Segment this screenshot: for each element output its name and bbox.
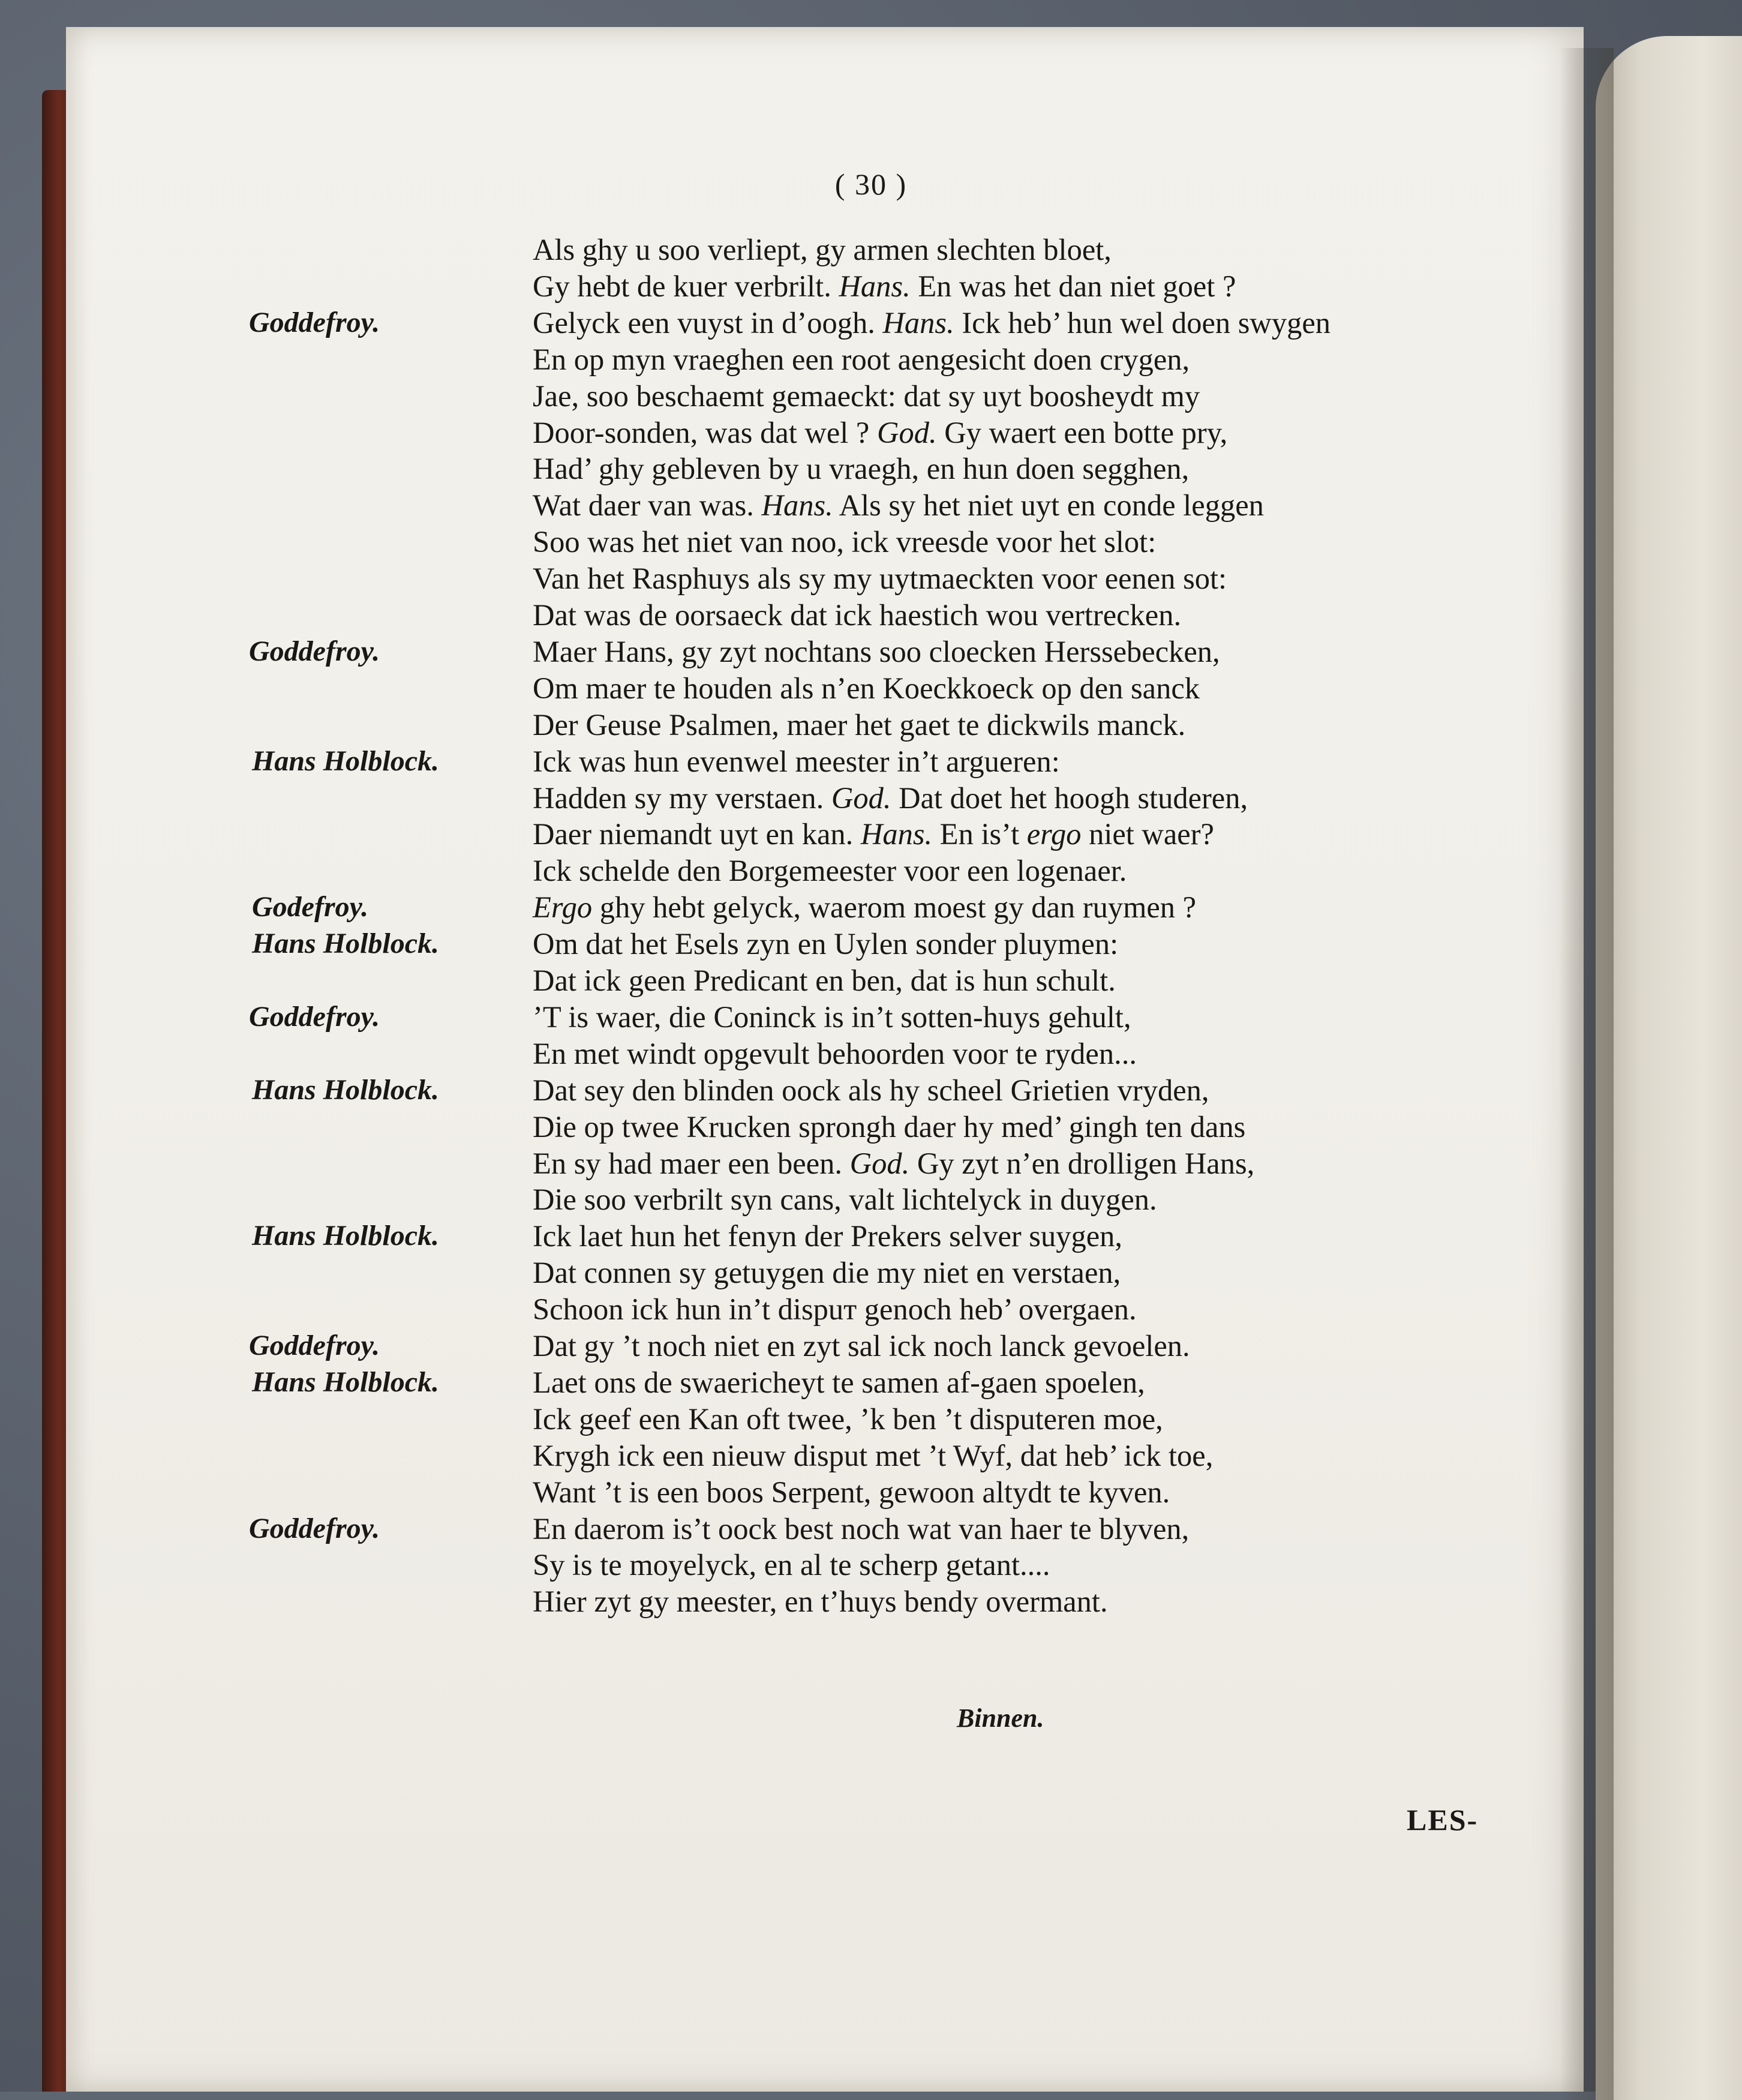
dialogue-line <box>0 1181 1742 1217</box>
dialogue-line <box>0 816 1742 852</box>
dialogue-line <box>0 926 1742 962</box>
verse-text: Gelyck een vuyst in d’oogh. Hans. Ick heb’ hun wel doen swygen <box>533 305 1331 340</box>
dialogue-line <box>0 451 1742 487</box>
verse-text: En op myn vraeghen een root aengesicht doen crygen, <box>533 342 1190 376</box>
dialogue-line <box>0 707 1742 743</box>
speaker-name: Goddefroy. <box>249 1512 380 1544</box>
verse-text: Jae, soo beschaemt gemaeckt: dat sy uyt boosheydt my <box>533 379 1200 413</box>
dialogue-line <box>0 597 1742 633</box>
speaker-name: Hans Holblock. <box>252 1366 440 1398</box>
dialogue-line <box>0 378 1742 414</box>
dialogue-line <box>0 341 1742 377</box>
speaker-name: Hans Holblock. <box>252 928 440 960</box>
verse-text: Want ’t is een boos Serpent, gewoon altydt te kyven. <box>533 1475 1170 1509</box>
dialogue-line <box>0 305 1742 341</box>
dialogue-line <box>0 1291 1742 1327</box>
speaker-name: Goddefroy. <box>249 1000 380 1033</box>
verse-text: Ick laet hun het fenyn der Prekers selver suygen, <box>533 1219 1122 1253</box>
dialogue-line <box>0 1109 1742 1145</box>
dialogue-line <box>0 743 1742 779</box>
dialogue-line <box>0 1036 1742 1072</box>
dialogue-line <box>0 560 1742 596</box>
verse-text: Dat was de oorsaeck dat ick haestich wou vertrecken. <box>533 598 1182 632</box>
dialogue-line <box>0 889 1742 925</box>
dialogue-line <box>0 634 1742 670</box>
dialogue-line <box>0 1145 1742 1181</box>
page-number: ( 30 ) <box>834 167 908 201</box>
dialogue-line <box>0 415 1742 451</box>
verse-text: Die soo verbrilt syn cans, valt lichtelyck in duygen. <box>533 1183 1157 1217</box>
dialogue-line <box>0 853 1742 889</box>
dialogue-line <box>0 1364 1742 1400</box>
dialogue-line <box>0 487 1742 523</box>
dialogue-line <box>0 268 1742 304</box>
verse-text: Om maer te houden als n’en Koeckkoeck op den sanck <box>533 671 1200 705</box>
dialogue-line <box>0 962 1742 998</box>
catchword: LES- <box>1407 1803 1479 1837</box>
verse-text: ’T is waer, die Coninck is in’t sotten-huys gehult, <box>533 1000 1131 1034</box>
speaker-name: Godefroy. <box>252 891 369 923</box>
verse-text: Sy is te moyelyck, en al te scherp getant.... <box>533 1548 1050 1582</box>
verse-text: Als ghy u soo verliept, gy armen slechten bloet, <box>533 233 1112 266</box>
verse-text: Dat connen sy getuygen die my niet en verstaen, <box>533 1256 1121 1290</box>
dialogue-line <box>0 780 1742 816</box>
verse-text: Schoon ick hun in’t dispuт genoch heb’ overgaen. <box>533 1292 1137 1327</box>
verse-text: Gy hebt de kuer verbrilt. Hans. En was het dan niet goet ? <box>533 269 1236 303</box>
verse-text: Had’ ghy gebleven by u vraegh, en hun doen segghen, <box>533 452 1190 486</box>
verse-text: Door-sonden, was dat wel ? God. Gy waert een botte pry, <box>533 415 1228 449</box>
dialogue-line <box>0 1474 1742 1510</box>
verse-text: Die op twee Krucken sprongh daer hy med’ gingh ten dans <box>533 1109 1246 1144</box>
dialogue-line <box>0 1438 1742 1474</box>
dialogue-line <box>0 1583 1742 1619</box>
verse-text: Krygh ick een nieuw disput met ’t Wyf, dat heb’ ick toe, <box>533 1438 1214 1472</box>
speaker-name: Goddefroy. <box>249 1330 380 1361</box>
dialogue-line <box>0 524 1742 560</box>
stage-direction: Binnen. <box>957 1703 1044 1733</box>
verse-text: Maer Hans, gy zyt nochtans soo cloecken Herssebecken, <box>533 634 1220 668</box>
dialogue-line <box>0 1401 1742 1437</box>
verse-text: En met windt opgevult behoorden voor te ryden... <box>533 1036 1137 1070</box>
verse-text: Wat daer van was. Hans. Als sy het niet uyt en conde leggen <box>533 488 1264 523</box>
verse-text: Daer niemandt uyt en kan. Hans. En is’t ergo niet waer? <box>533 817 1214 851</box>
dialogue-line <box>0 999 1742 1035</box>
verse-text: En sy had maer een been. God. Gy zyt n’en drolligen Hans, <box>533 1146 1255 1180</box>
speaker-name: Hans Holblock. <box>252 1073 440 1106</box>
speaker-name: Hans Holblock. <box>252 1220 440 1252</box>
verse-text: Hadden sy my verstaen. God. Dat doet het hoogh studeren, <box>533 781 1248 815</box>
dialogue-line <box>0 1511 1742 1547</box>
dialogue-line <box>0 1218 1742 1254</box>
verse-text: En daerom is’t oock best noch wat van haer te blyven, <box>533 1511 1190 1546</box>
verse-text: Ick geef een Kan oft twee, ’k ben ’t disputeren moe, <box>533 1402 1163 1436</box>
verse-text: Ick was hun evenwel meester in’t argueren: <box>533 744 1060 778</box>
dialogue-line <box>0 1328 1742 1364</box>
verse-text: Der Geuse Psalmen, maer het gaet te dickwils manck. <box>533 707 1186 742</box>
verse-text: Ick schelde den Borgemeester voor een logenaer. <box>533 854 1127 888</box>
verse-text: Laet ons de swaericheyt te samen af-gaen spoelen, <box>533 1365 1145 1399</box>
verse-text: Ergo ghy hebt gelyck, waerom moest gy dan ruymen ? <box>533 890 1197 925</box>
verse-text: Van het Rasphuys als sy my uytmaeckten voor eenen sot: <box>533 562 1227 596</box>
verse-text: Soo was het niet van noo, ick vreesde voor het slot: <box>533 525 1157 559</box>
dialogue-line <box>0 1255 1742 1291</box>
verse-text: Om dat het Esels zyn en Uylen sonder pluymen: <box>533 927 1119 961</box>
speaker-name: Goddefroy. <box>249 635 380 667</box>
dialogue-line <box>0 1072 1742 1108</box>
verse-text: Dat ick geen Predicant en ben, dat is hun schult. <box>533 964 1116 997</box>
verse-text: Hier zyt gy meester, en t’huys bendy overmant. <box>533 1585 1108 1619</box>
dialogue-line <box>0 1547 1742 1583</box>
dialogue-line <box>0 670 1742 706</box>
verse-text: Dat gy ’t noch niet en zyt sal ick noch lanck gevoelen. <box>533 1329 1190 1363</box>
speaker-name: Goddefroy. <box>249 306 380 338</box>
verse-text: Dat sey den blinden oock als hy scheel Grietien vryden, <box>533 1073 1209 1107</box>
dialogue-line <box>0 232 1742 268</box>
speaker-name: Hans Holblock. <box>252 745 440 777</box>
